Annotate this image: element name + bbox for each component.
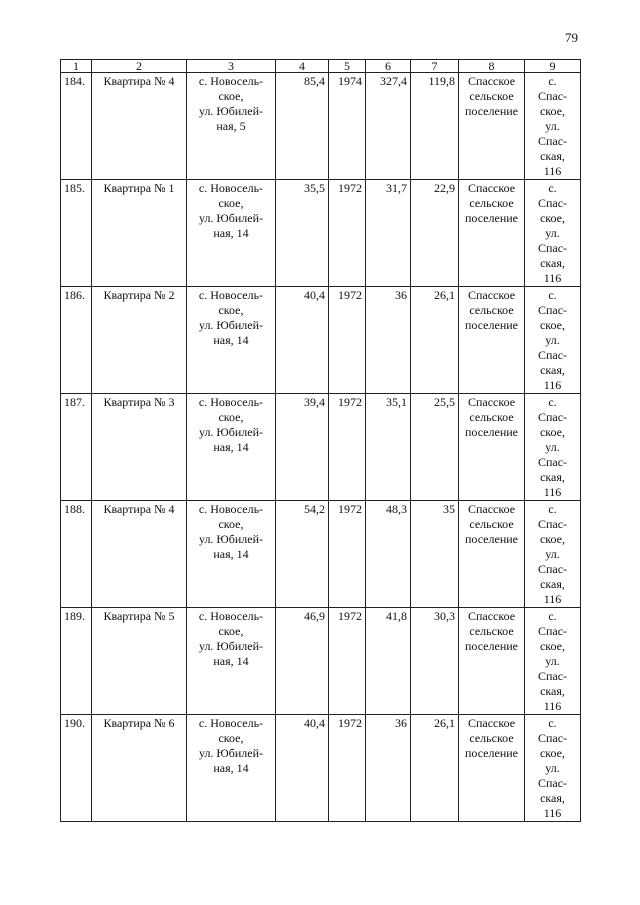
column-header: 7 bbox=[411, 60, 459, 73]
location-line: с. bbox=[548, 181, 557, 195]
owner-line: поселение bbox=[464, 746, 518, 760]
area-cell: 39,4 bbox=[276, 394, 329, 501]
row-number-cell: 189. bbox=[61, 608, 92, 715]
address-line: ское, bbox=[218, 410, 244, 424]
location-cell bbox=[525, 73, 581, 180]
location-cell bbox=[525, 501, 581, 608]
address-line: ная, 14 bbox=[213, 654, 249, 668]
location-line: ская, bbox=[540, 149, 565, 163]
location-line: ская, bbox=[540, 684, 565, 698]
table-row bbox=[61, 73, 581, 180]
location-line: ская, bbox=[540, 791, 565, 805]
table-body bbox=[61, 73, 581, 822]
location-line: Спас- bbox=[537, 196, 568, 210]
address-line: ул. Юбилей- bbox=[198, 532, 264, 546]
location-line: ское, bbox=[539, 425, 566, 439]
location-line: ское, bbox=[539, 104, 566, 118]
area-cell: 40,4 bbox=[276, 287, 329, 394]
location-line: с. bbox=[548, 288, 557, 302]
location-line: Спас- bbox=[537, 89, 568, 103]
owner-cell bbox=[459, 608, 525, 715]
value-cell: 36 bbox=[366, 715, 411, 822]
row-number-cell: 186. bbox=[61, 287, 92, 394]
location-cell bbox=[525, 715, 581, 822]
location-line: Спас- bbox=[537, 562, 568, 576]
value-cell: 35 bbox=[411, 501, 459, 608]
location-line: ское, bbox=[539, 318, 566, 332]
object-name-cell: Квартира № 4 bbox=[92, 501, 187, 608]
property-registry-table bbox=[60, 59, 581, 822]
owner-line: поселение bbox=[464, 532, 518, 546]
owner-line: Спасское bbox=[467, 395, 516, 409]
column-header: 8 bbox=[459, 60, 525, 73]
address-line: ское, bbox=[218, 196, 244, 210]
address-line: ул. Юбилей- bbox=[198, 211, 264, 225]
address-line: ная, 5 bbox=[216, 119, 246, 133]
row-number-cell: 188. bbox=[61, 501, 92, 608]
year-cell: 1972 bbox=[329, 180, 366, 287]
page-number: 79 bbox=[565, 30, 578, 45]
object-name-cell: Квартира № 1 bbox=[92, 180, 187, 287]
address-cell bbox=[187, 608, 276, 715]
location-line: ул. bbox=[545, 226, 560, 240]
year-cell: 1972 bbox=[329, 287, 366, 394]
value-cell: 31,7 bbox=[366, 180, 411, 287]
owner-line: Спасское bbox=[467, 609, 516, 623]
year-cell: 1972 bbox=[329, 394, 366, 501]
location-line: ул. bbox=[545, 440, 560, 454]
location-line: Спас- bbox=[537, 134, 568, 148]
owner-cell bbox=[459, 180, 525, 287]
address-line: ское, bbox=[218, 303, 244, 317]
location-line: Спас- bbox=[537, 624, 568, 638]
row-number-cell: 190. bbox=[61, 715, 92, 822]
owner-line: поселение bbox=[464, 639, 518, 653]
value-cell: 48,3 bbox=[366, 501, 411, 608]
row-number-cell: 187. bbox=[61, 394, 92, 501]
year-cell: 1972 bbox=[329, 608, 366, 715]
value-cell: 41,8 bbox=[366, 608, 411, 715]
address-cell bbox=[187, 287, 276, 394]
column-header: 5 bbox=[329, 60, 366, 73]
area-cell: 35,5 bbox=[276, 180, 329, 287]
address-line: ная, 14 bbox=[213, 226, 249, 240]
owner-line: поселение bbox=[464, 318, 518, 332]
location-line: 116 bbox=[543, 164, 562, 178]
address-cell bbox=[187, 501, 276, 608]
column-header: 3 bbox=[187, 60, 276, 73]
address-line: с. Новосель- bbox=[198, 609, 264, 623]
owner-cell bbox=[459, 715, 525, 822]
location-cell bbox=[525, 287, 581, 394]
location-line: Спас- bbox=[537, 731, 568, 745]
owner-line: Спасское bbox=[467, 74, 516, 88]
area-cell: 54,2 bbox=[276, 501, 329, 608]
value-cell: 26,1 bbox=[411, 287, 459, 394]
location-line: Спас- bbox=[537, 303, 568, 317]
owner-line: сельское bbox=[469, 731, 514, 745]
location-line: 116 bbox=[543, 806, 562, 820]
location-cell bbox=[525, 608, 581, 715]
location-line: Спас- bbox=[537, 241, 568, 255]
location-cell bbox=[525, 180, 581, 287]
address-line: с. Новосель- bbox=[198, 395, 264, 409]
owner-line: поселение bbox=[464, 211, 518, 225]
address-line: ское, bbox=[218, 89, 244, 103]
table-row bbox=[61, 501, 581, 608]
address-line: с. Новосель- bbox=[198, 502, 264, 516]
owner-cell bbox=[459, 73, 525, 180]
location-line: Спас- bbox=[537, 348, 568, 362]
location-line: 116 bbox=[543, 699, 562, 713]
owner-line: Спасское bbox=[467, 181, 516, 195]
value-cell: 35,1 bbox=[366, 394, 411, 501]
owner-line: Спасское bbox=[467, 502, 516, 516]
owner-line: поселение bbox=[464, 104, 518, 118]
owner-line: сельское bbox=[469, 410, 514, 424]
location-line: ул. bbox=[545, 761, 560, 775]
location-line: ское, bbox=[539, 532, 566, 546]
address-line: с. Новосель- bbox=[198, 74, 264, 88]
address-cell bbox=[187, 73, 276, 180]
year-cell: 1972 bbox=[329, 715, 366, 822]
year-cell: 1972 bbox=[329, 501, 366, 608]
value-cell: 119,8 bbox=[411, 73, 459, 180]
address-line: ул. Юбилей- bbox=[198, 104, 264, 118]
address-line: с. Новосель- bbox=[198, 181, 264, 195]
location-line: Спас- bbox=[537, 455, 568, 469]
value-cell: 22,9 bbox=[411, 180, 459, 287]
value-cell: 26,1 bbox=[411, 715, 459, 822]
address-line: с. Новосель- bbox=[198, 288, 264, 302]
owner-line: поселение bbox=[464, 425, 518, 439]
location-line: с. bbox=[548, 502, 557, 516]
location-line: Спас- bbox=[537, 410, 568, 424]
address-cell bbox=[187, 394, 276, 501]
area-cell: 46,9 bbox=[276, 608, 329, 715]
row-number-cell: 184. bbox=[61, 73, 92, 180]
object-name-cell: Квартира № 6 bbox=[92, 715, 187, 822]
location-line: с. bbox=[548, 716, 557, 730]
address-line: ная, 14 bbox=[213, 440, 249, 454]
location-cell bbox=[525, 394, 581, 501]
column-header: 1 bbox=[61, 60, 92, 73]
column-header: 9 bbox=[525, 60, 581, 73]
owner-line: сельское bbox=[469, 196, 514, 210]
table-row bbox=[61, 180, 581, 287]
location-line: Спас- bbox=[537, 776, 568, 790]
owner-cell bbox=[459, 501, 525, 608]
column-header: 2 bbox=[92, 60, 187, 73]
location-line: ул. bbox=[545, 333, 560, 347]
value-cell: 36 bbox=[366, 287, 411, 394]
value-cell: 327,4 bbox=[366, 73, 411, 180]
object-name-cell: Квартира № 5 bbox=[92, 608, 187, 715]
address-line: ское, bbox=[218, 731, 244, 745]
table-row bbox=[61, 287, 581, 394]
address-line: ная, 14 bbox=[213, 761, 249, 775]
location-line: ская, bbox=[540, 577, 565, 591]
address-cell bbox=[187, 715, 276, 822]
location-line: Спас- bbox=[537, 669, 568, 683]
column-header: 6 bbox=[366, 60, 411, 73]
owner-line: сельское bbox=[469, 624, 514, 638]
location-line: 116 bbox=[543, 485, 562, 499]
location-line: ская, bbox=[540, 363, 565, 377]
location-line: ул. bbox=[545, 654, 560, 668]
value-cell: 30,3 bbox=[411, 608, 459, 715]
location-line: ул. bbox=[545, 119, 560, 133]
object-name-cell: Квартира № 3 bbox=[92, 394, 187, 501]
location-line: ское, bbox=[539, 746, 566, 760]
location-line: ул. bbox=[545, 547, 560, 561]
table-row bbox=[61, 608, 581, 715]
table-row bbox=[61, 394, 581, 501]
object-name-cell: Квартира № 4 bbox=[92, 73, 187, 180]
location-line: ское, bbox=[539, 639, 566, 653]
year-cell: 1974 bbox=[329, 73, 366, 180]
location-line: ская, bbox=[540, 470, 565, 484]
owner-line: сельское bbox=[469, 89, 514, 103]
owner-line: Спасское bbox=[467, 288, 516, 302]
location-line: Спас- bbox=[537, 517, 568, 531]
location-line: с. bbox=[548, 395, 557, 409]
column-header: 4 bbox=[276, 60, 329, 73]
owner-line: Спасское bbox=[467, 716, 516, 730]
address-line: ул. Юбилей- bbox=[198, 318, 264, 332]
location-line: 116 bbox=[543, 592, 562, 606]
address-cell bbox=[187, 180, 276, 287]
owner-line: сельское bbox=[469, 303, 514, 317]
address-line: ная, 14 bbox=[213, 547, 249, 561]
owner-line: сельское bbox=[469, 517, 514, 531]
address-line: ная, 14 bbox=[213, 333, 249, 347]
location-line: ское, bbox=[539, 211, 566, 225]
location-line: с. bbox=[548, 609, 557, 623]
location-line: 116 bbox=[543, 271, 562, 285]
address-line: ул. Юбилей- bbox=[198, 746, 264, 760]
location-line: с. bbox=[548, 74, 557, 88]
owner-cell bbox=[459, 287, 525, 394]
address-line: ское, bbox=[218, 624, 244, 638]
address-line: ул. Юбилей- bbox=[198, 425, 264, 439]
location-line: ская, bbox=[540, 256, 565, 270]
row-number-cell: 185. bbox=[61, 180, 92, 287]
value-cell: 25,5 bbox=[411, 394, 459, 501]
address-line: ское, bbox=[218, 517, 244, 531]
location-line: 116 bbox=[543, 378, 562, 392]
area-cell: 85,4 bbox=[276, 73, 329, 180]
address-line: ул. Юбилей- bbox=[198, 639, 264, 653]
address-line: с. Новосель- bbox=[198, 716, 264, 730]
owner-cell bbox=[459, 394, 525, 501]
object-name-cell: Квартира № 2 bbox=[92, 287, 187, 394]
area-cell: 40,4 bbox=[276, 715, 329, 822]
table-row bbox=[61, 715, 581, 822]
header-row bbox=[61, 60, 581, 73]
